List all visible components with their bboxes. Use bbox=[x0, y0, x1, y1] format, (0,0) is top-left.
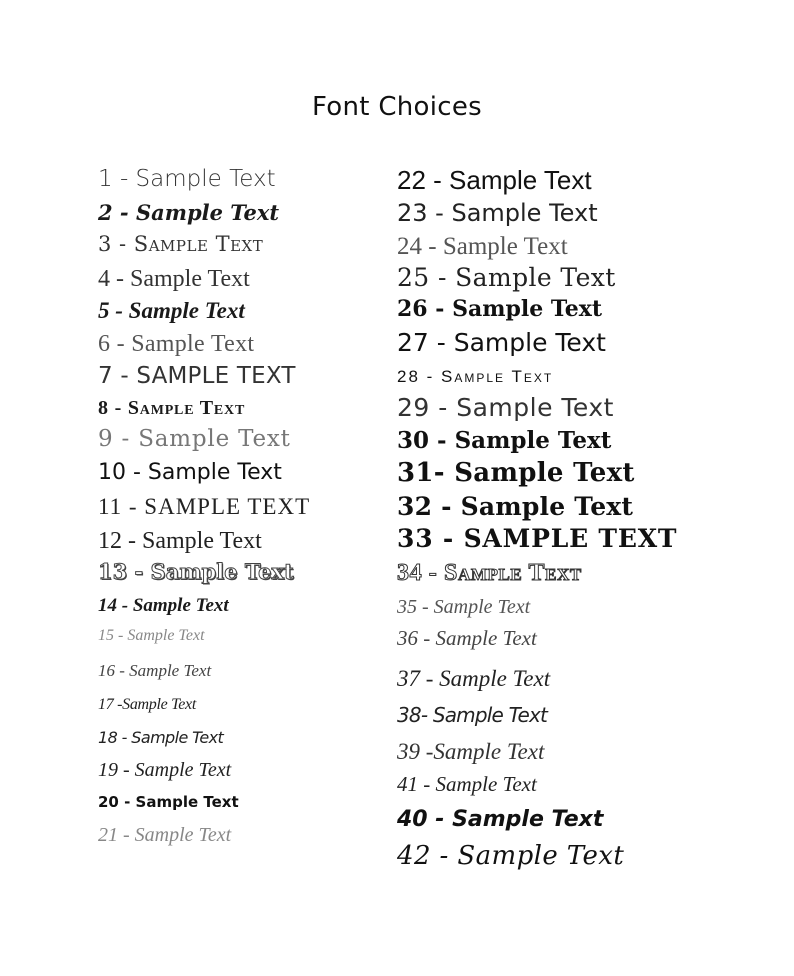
font-sample-34: 34 - Sample Text bbox=[397, 560, 582, 586]
font-sample-40: 40 - Sample Text bbox=[397, 807, 604, 832]
font-sample-42: 42 - Sample Text bbox=[397, 841, 625, 871]
page-title: Font Choices bbox=[311, 92, 483, 122]
font-sample-6: 6 - Sample Text bbox=[98, 331, 255, 357]
font-sample-7: 7 - SAMPLE TEXT bbox=[98, 363, 296, 389]
font-sample-4: 4 - Sample Text bbox=[98, 266, 250, 292]
font-sample-10: 10 - Sample Text bbox=[98, 460, 282, 485]
font-sample-31: 31- Sample Text bbox=[397, 458, 635, 488]
font-sample-19: 19 - Sample Text bbox=[98, 759, 232, 781]
font-sample-35: 35 - Sample Text bbox=[397, 596, 531, 618]
font-sample-5: 5 - Sample Text bbox=[98, 298, 245, 323]
font-sample-13: 13 - Sample Text bbox=[98, 559, 294, 584]
font-sample-11: 11 - SAMPLE TEXT bbox=[98, 494, 311, 519]
font-sample-3: 3 - Sample Text bbox=[98, 232, 264, 256]
font-sample-16: 16 - Sample Text bbox=[98, 661, 212, 680]
font-sample-22: 22 - Sample Text bbox=[397, 165, 592, 195]
font-sample-15: 15 - Sample Text bbox=[98, 627, 205, 644]
font-sample-18: 18 - Sample Text bbox=[98, 728, 224, 747]
font-sample-38: 38- Sample Text bbox=[397, 703, 548, 727]
font-sample-1: 1 - Sample Text bbox=[98, 166, 276, 192]
font-sample-14: 14 - Sample Text bbox=[98, 595, 229, 616]
font-sample-2: 2 - Sample Text bbox=[98, 200, 280, 225]
font-sample-39: 39 -Sample Text bbox=[397, 739, 545, 764]
font-sample-41: 41 - Sample Text bbox=[397, 772, 537, 796]
font-sample-30: 30 - Sample Text bbox=[397, 427, 612, 454]
font-sample-20: 20 - Sample Text bbox=[98, 793, 239, 811]
font-sample-21: 21 - Sample Text bbox=[98, 824, 232, 846]
font-sample-26: 26 - Sample Text bbox=[397, 296, 603, 322]
font-sample-9: 9 - Sample Text bbox=[98, 426, 291, 452]
font-sample-17: 17 -Sample Text bbox=[98, 696, 197, 713]
font-sample-28: 28 - Sample Text bbox=[397, 367, 554, 386]
font-sample-29: 29 - Sample Text bbox=[397, 393, 614, 422]
font-sample-32: 32 - Sample Text bbox=[397, 492, 634, 521]
font-sample-24: 24 - Sample Text bbox=[397, 233, 568, 260]
font-sample-23: 23 - Sample Text bbox=[397, 199, 598, 227]
font-sample-8: 8 - Sample Text bbox=[98, 397, 246, 419]
font-sample-27: 27 - Sample Text bbox=[397, 328, 606, 357]
font-sample-36: 36 - Sample Text bbox=[397, 626, 537, 650]
font-sample-33: 33 - SAMPLE TEXT bbox=[397, 524, 678, 553]
font-sample-37: 37 - Sample Text bbox=[397, 666, 551, 691]
font-sample-25: 25 - Sample Text bbox=[397, 263, 616, 292]
font-sample-12: 12 - Sample Text bbox=[98, 528, 262, 554]
